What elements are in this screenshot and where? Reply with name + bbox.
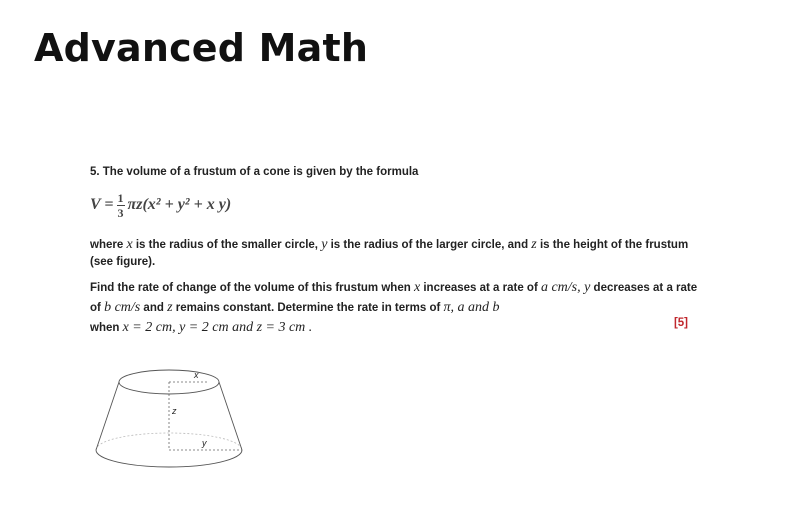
formula-lhs: V = [90,196,114,213]
fraction-denominator: 3 [117,205,124,220]
math-rate-a: a cm/s, y [540,280,591,295]
right-slant [219,382,242,450]
math-rate-b: b cm/s [104,300,141,315]
left-slant [96,382,119,450]
math-x: x [126,237,133,252]
text-run: and [140,302,168,314]
text-run: is the height of the frustum (see figure). [90,239,689,268]
task-paragraph [90,278,710,338]
variable-definitions [90,236,710,271]
frustum-diagram [92,368,252,470]
label-y: y [202,438,207,448]
text-run: is the radius of the larger circle, and [327,239,532,251]
text-run: Find the rate of change of the volume of this frustum when [90,282,414,294]
frustum-figure [92,368,252,470]
math-z: z [167,300,173,315]
marks-badge: [5] [673,317,688,329]
volume-formula [90,188,231,222]
label-x: x [194,370,199,380]
text-run: when [90,322,123,334]
math-values: x = 2 cm, y = 2 cm and z = 3 cm . [122,320,313,335]
formula-rhs: πz(x² + y² + x y) [127,196,232,213]
text-run: is the radius of the smaller circle, [132,239,322,251]
text-run: where [90,239,127,251]
formula-fraction [117,192,125,219]
text-run: increases at a rate of [420,282,541,294]
page-title: Advanced Math [34,26,369,70]
math-z: z [531,237,537,252]
math-y: y [321,237,328,252]
bottom-ellipse-front [96,450,242,467]
text-run: remains constant. Determine the rate in terms of [172,302,444,314]
math-x: x [413,280,421,295]
label-z: z [172,406,177,416]
math-terms: π, a and b [443,300,500,315]
question-heading: 5. The volume of a frustum of a cone is given by the formula [90,166,419,178]
text-run: decreases at a rate of [90,282,698,314]
fraction-numerator: 1 [117,190,124,205]
